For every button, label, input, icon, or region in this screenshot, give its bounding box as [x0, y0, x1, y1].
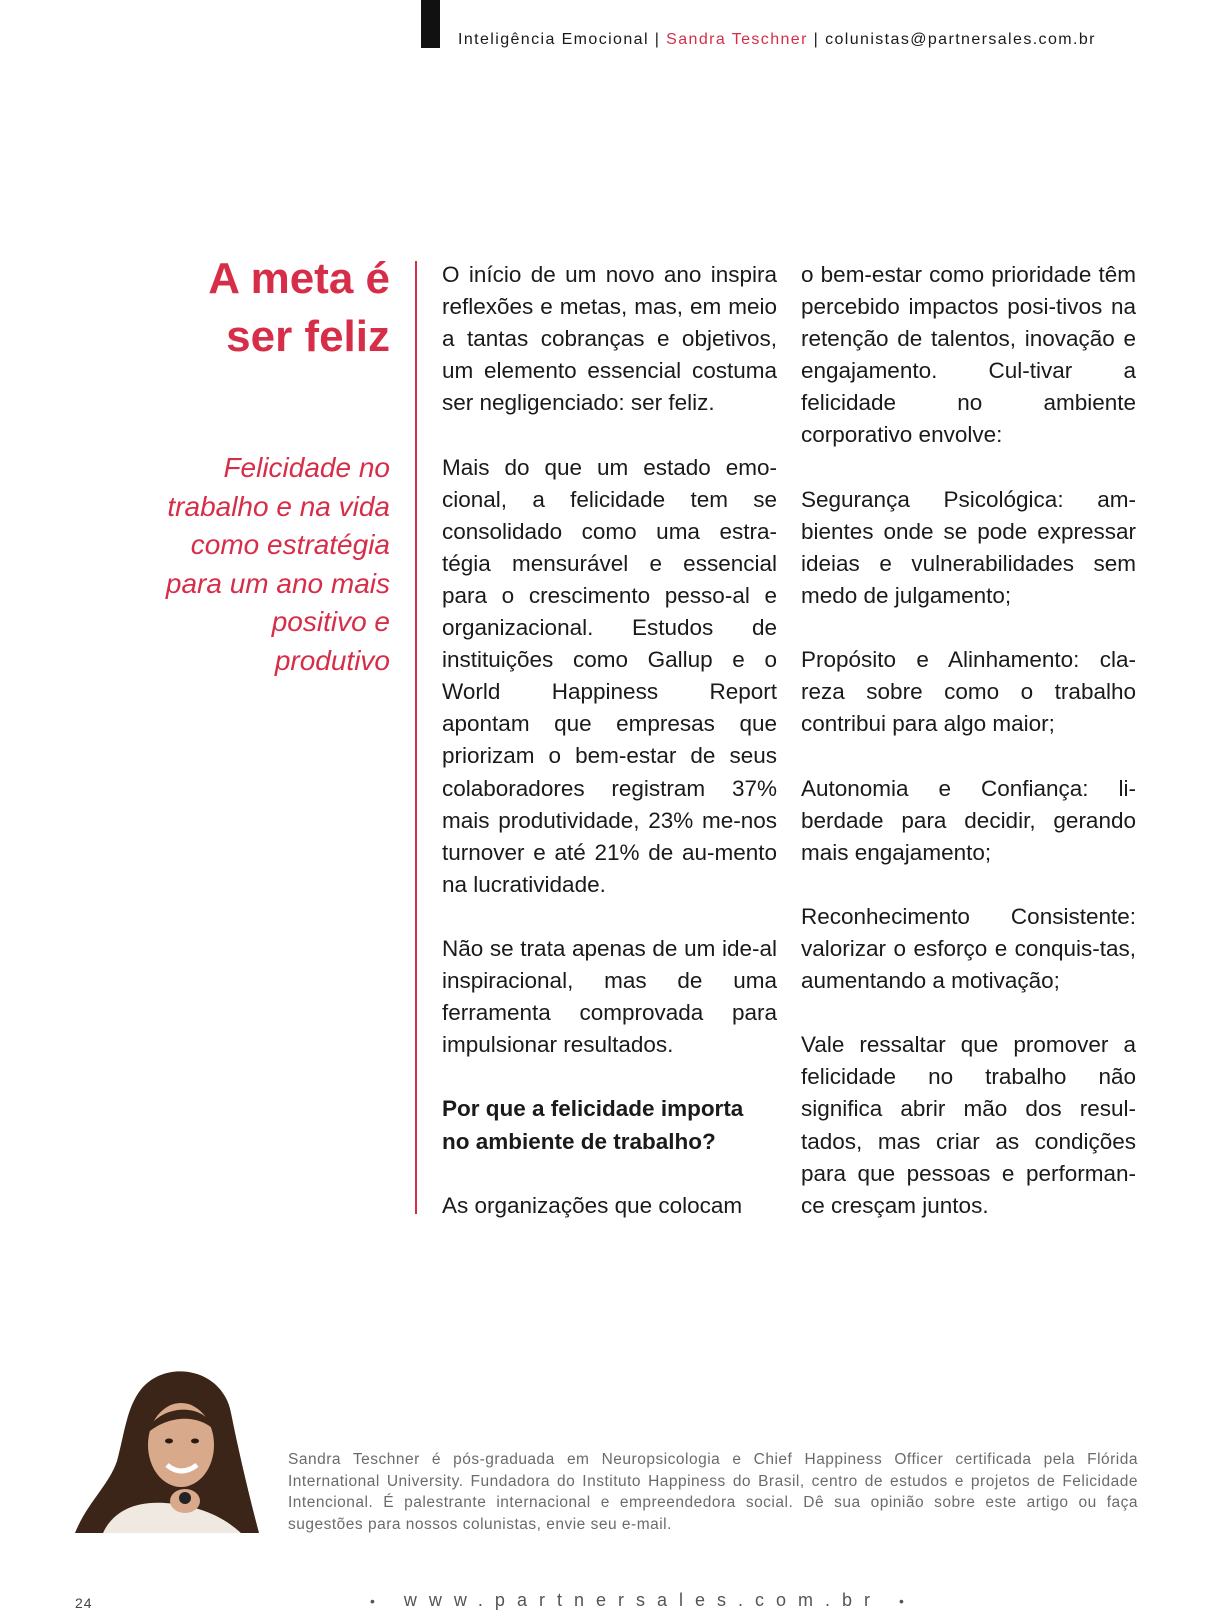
paragraph: o bem-estar como prioridade têm percebido impactos posi-tivos na retenção de talentos, inovação e engajamento. Cul-tivar a felicidade no ambiente corporativo envolve:: [801, 262, 1136, 448]
bullet-icon: •: [370, 1593, 387, 1609]
article-subtitle: Felicidade no trabalho e na vida como estratégia para um ano mais positivo e produtivo: [165, 452, 390, 676]
footer-url[interactable]: www.partnersales.com.br: [403, 1590, 882, 1610]
title-line: ser feliz: [226, 312, 390, 361]
header-separator: |: [648, 31, 667, 48]
header-section: Inteligência Emocional: [458, 31, 649, 48]
bullet-icon: •: [899, 1593, 916, 1609]
footer: [370, 1590, 916, 1611]
list-item: Reconhecimento Consistente: valorizar o esforço e conquis-tas, aumentando a motivação;: [801, 903, 1136, 994]
paragraph: Mais do que um estado emo-cional, a felicidade tem se consolidado como uma estra-tégia mensurável e essencial para o crescimento pesso-al e organizacional. Estudos de instituições como Gallup e o World Happiness Report apontam que empresas que priorizam o bem-estar de seus colaboradores registram 37% mais produtividade, 23% me-nos turnover e até 21% de au-mento na lucratividade.: [442, 454, 777, 897]
paragraph: Vale ressaltar que promover a felicidade no trabalho não significa abrir mão dos resul-tados, mas criar as condições para que pessoas e performan-ce cresçam juntos.: [801, 1032, 1136, 1218]
list-item: Segurança Psicológica: am-bientes onde se pode expressar ideias e vulnerabilidades sem medo de julgamento;: [801, 486, 1136, 608]
list-item: Propósito e Alinhamento: cla-reza sobre como o trabalho contribui para algo maior;: [801, 647, 1136, 737]
page-number: 24: [75, 1595, 93, 1611]
header-separator: |: [807, 31, 826, 48]
author-photo: [73, 1365, 263, 1533]
article-column-1: [442, 259, 777, 1254]
header-author: Sandra Teschner: [666, 31, 808, 48]
article-column-2: [801, 259, 1136, 1254]
article-title: [150, 250, 390, 366]
page-header: [458, 31, 1096, 49]
header-email: colunistas@partnersales.com.br: [825, 31, 1096, 48]
header-bar-decoration: [421, 0, 440, 48]
section-heading: Por que a felicidade importa no ambiente de trabalho?: [442, 1096, 744, 1154]
paragraph: O início de um novo ano inspira reflexões e metas, mas, em meio a tantas cobranças e objetivos, um elemento essencial costuma ser negligenciado: ser feliz.: [442, 262, 777, 416]
author-bio: Sandra Teschner é pós-graduada em Neuropsicologia e Chief Happiness Officer certificada pela Flórida International University. Fundadora do Instituto Happiness do Brasil, centro de estudos e projetos de Felicidade Intencional. É palestrante internacional e empreendedora social. Dê sua opinião sobre este artigo ou faça sugestões para nossos colunistas, envie seu e-mail.: [288, 1451, 1138, 1533]
paragraph: As organizações que colocam: [442, 1192, 743, 1218]
list-item: Autonomia e Confiança: li-berdade para decidir, gerando mais engajamento;: [801, 775, 1136, 865]
column-divider: [415, 261, 417, 1214]
title-line: A meta é: [208, 254, 390, 303]
paragraph: Não se trata apenas de um ide-al inspiracional, mas de uma ferramenta comprovada para impulsionar resultados.: [442, 935, 777, 1058]
